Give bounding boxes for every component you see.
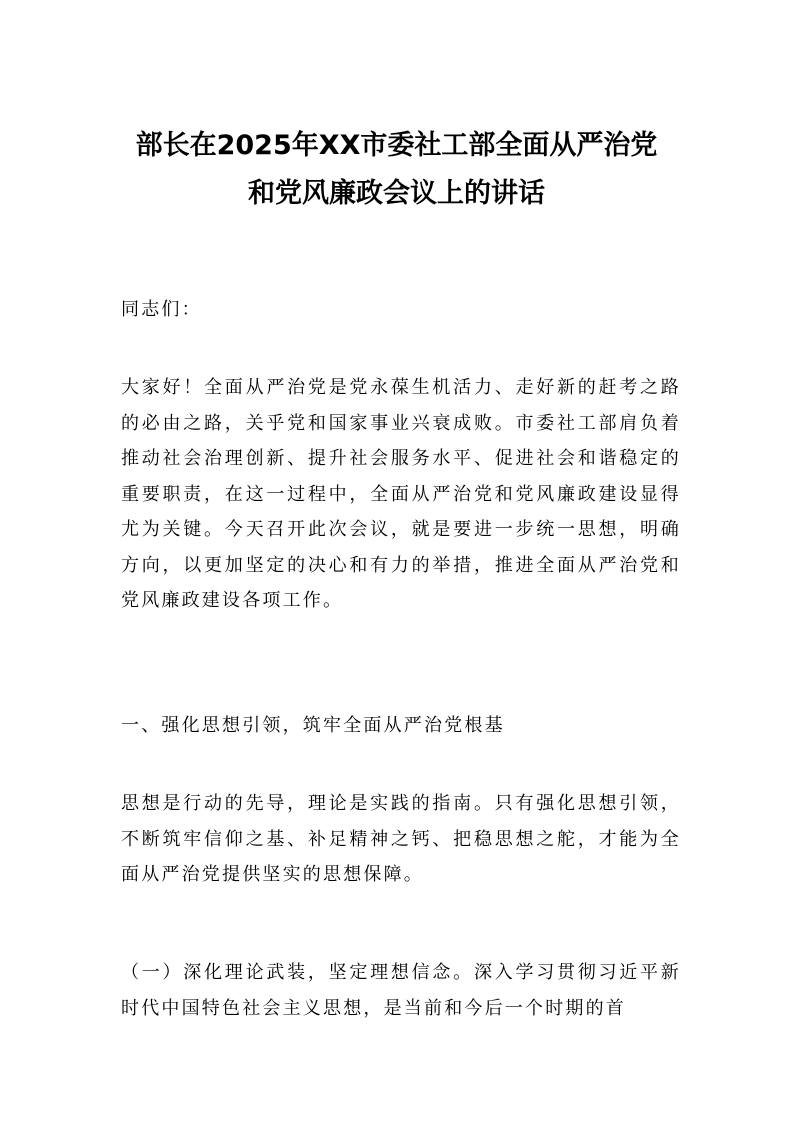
paragraph-section-1-intro: 思想是行动的先导，理论是实践的指南。只有强化思想引领，不断筑牢信仰之基、补足精神之钙、把稳思想之舵，才能为全面从严治党提供坚实的思想保障。 (121, 793, 681, 885)
document-title-line-2: 和党风廉政会议上的讲话 (248, 178, 545, 209)
greeting: 同志们： (121, 299, 202, 320)
document-title-line-1: 部长在2025年XX市委社工部全面从严治党 (135, 130, 658, 161)
paragraph-opening: 大家好！全面从严治党是党永葆生机活力、走好新的赶考之路的必由之路，关乎党和国家事业兴衰成败。市委社工部肩负着推动社会治理创新、提升社会服务水平、促进社会和谐稳定的重要职责，在这一过程中，全面从严治党和党风廉政建设显得尤为关键。今天召开此次会议，就是要进一步统一思想，明确方向，以更加坚定的决心和有力的举措，推进全面从严治党和党风廉政建设各项工作。 (121, 377, 681, 611)
section-heading-1: 一、强化思想引领，筑牢全面从严治党根基 (121, 715, 505, 736)
paragraph-subsection-1: （一）深化理论武装，坚定理想信念。深入学习贯彻习近平新时代中国特色社会主义思想，是当前和今后一个时期的首 (121, 962, 681, 1019)
